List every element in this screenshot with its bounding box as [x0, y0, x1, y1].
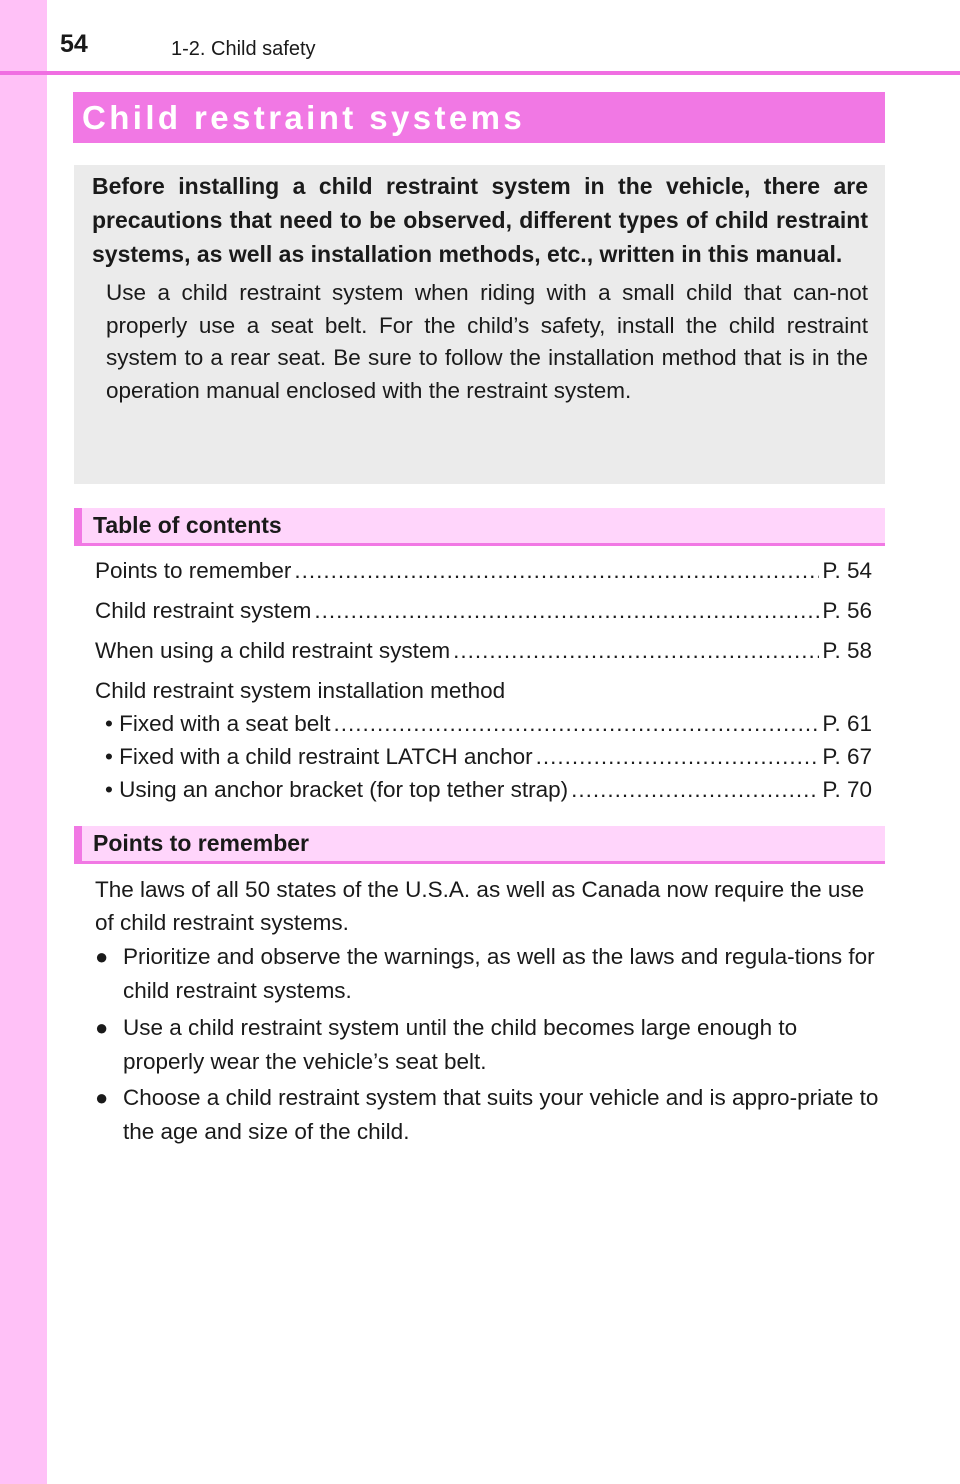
intro-body: Use a child restraint system when riding with a small child that can-not properly use a seat belt. For the child’s safety, install the child restraint system to a rear seat. Be sure to follow the installation method that is in the operation manual enclosed with the restraint system.: [106, 280, 868, 404]
toc-entry-page: P. 54: [822, 558, 872, 583]
page-title: Child restraint systems: [82, 98, 526, 136]
toc-group-label: Child restraint system installation method: [95, 678, 506, 703]
points-heading-text: Points to remember: [93, 830, 309, 856]
toc-entry-page: P. 61: [822, 711, 872, 736]
toc-heading-text: Table of contents: [93, 512, 282, 538]
toc-heading: [74, 508, 885, 546]
bullet-dot-icon: ●: [95, 944, 109, 969]
toc-sub-entry[interactable]: [105, 743, 872, 771]
toc-entry-label: When using a child restraint system: [95, 638, 451, 663]
toc-entry[interactable]: [95, 557, 872, 585]
bullet-text: Use a child restraint system until the child becomes large enough to properly wear the vehicle’s seat belt.: [123, 1015, 798, 1074]
toc-leader-dots: [453, 637, 819, 665]
toc-leader-dots: [536, 743, 820, 771]
toc-entry[interactable]: [95, 637, 872, 665]
points-heading: [74, 826, 885, 864]
toc-entry-label: Child restraint system: [95, 598, 312, 623]
page-number: 54: [60, 30, 88, 58]
title-bar: [73, 92, 885, 143]
toc-leader-dots: [571, 776, 819, 804]
toc-entry-page: P. 56: [822, 598, 872, 623]
toc-entry[interactable]: [95, 597, 872, 625]
bullet-dot-icon: ●: [95, 1015, 109, 1040]
points-intro: The laws of all 50 states of the U.S.A. as well as Canada now require the use of child restraint systems.: [95, 877, 865, 935]
toc-entry-page: P. 58: [822, 638, 872, 663]
bullet-text: Choose a child restraint system that suits your vehicle and is appro-priate to the age and size of the child.: [123, 1085, 879, 1144]
toc-entry-label: • Using an anchor bracket (for top tether strap): [105, 777, 569, 802]
toc-entry-label: • Fixed with a seat belt: [105, 711, 331, 736]
toc-entry-page: P. 67: [822, 744, 872, 769]
bullet-dot-icon: ●: [95, 1085, 109, 1110]
bullet-item: [95, 940, 879, 1008]
toc-sub-entry[interactable]: [105, 710, 872, 738]
intro-box: [74, 165, 885, 484]
toc-entry-label: • Fixed with a child restraint LATCH anchor: [105, 744, 533, 769]
toc-entry-page: P. 70: [822, 777, 872, 802]
intro-lead: Before installing a child restraint system in the vehicle, there are precautions that need to be observed, different types of child restraint systems, as well as installation methods, etc., written in this manual.: [92, 173, 868, 267]
bullet-item: [95, 1081, 879, 1149]
side-color-strip: [0, 0, 47, 1484]
toc-sub-entry[interactable]: [105, 776, 872, 804]
toc-leader-dots: [333, 710, 819, 738]
bullet-item: [95, 1011, 879, 1079]
toc-leader-dots: [314, 597, 819, 625]
header-rule: [0, 71, 960, 75]
section-reference: 1-2. Child safety: [171, 38, 316, 60]
toc-leader-dots: [294, 557, 819, 585]
bullet-text: Prioritize and observe the warnings, as well as the laws and regula-tions for child restraint systems.: [123, 944, 875, 1003]
toc-entry-label: Points to remember: [95, 558, 292, 583]
